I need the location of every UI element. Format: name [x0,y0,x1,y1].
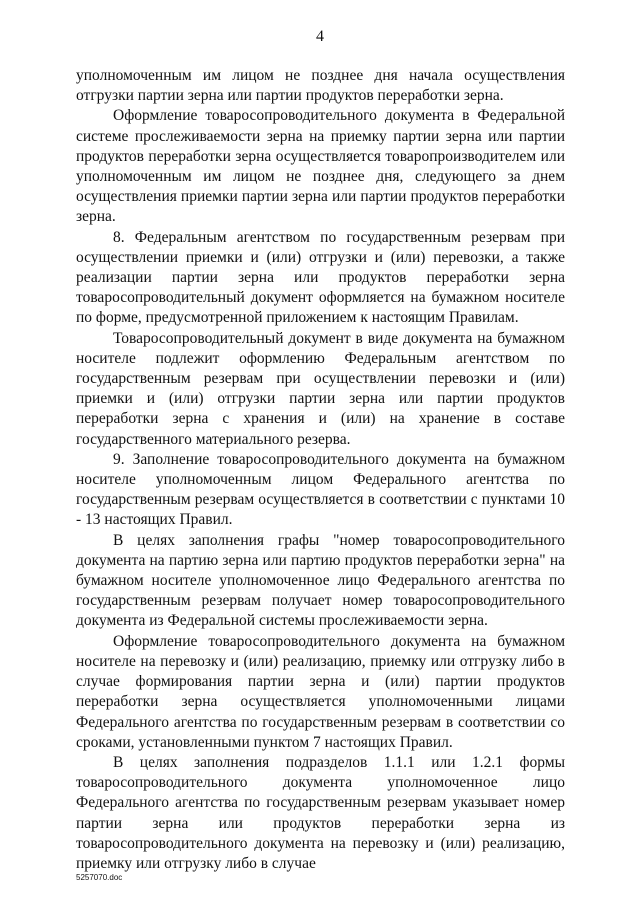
page-number: 4 [316,28,324,45]
paragraph: В целях заполнения графы "номер товаросопроводительного документа на партию зерна или партию продуктов переработки зерна" на бумажном носителе уполномоченное лицо Федерального агентства по государственным резервам получает номер товаросопроводительного документа из Федеральной системы прослеживаемости зерна. [76,531,565,630]
footer-document-code: 5257070.doc [76,873,123,882]
paragraph: В целях заполнения подразделов 1.1.1 или 1.2.1 формы товаросопроводительного документа уполномоченное лицо Федерального агентства по государственным резервам указывает номер партии зерна или продуктов переработки зерна из товаросопроводительного документа на перевозку и (или) реализацию, приемку или отгрузку либо в случае [76,753,565,872]
paragraph: уполномоченным им лицом не позднее дня начала осуществления отгрузки партии зерна или партии продуктов переработки зерна. [76,67,565,105]
paragraph: Оформление товаросопроводительного документа в Федеральной системе прослеживаемости зерна на приемку партии зерна или партии продуктов переработки зерна осуществляется товаропроизводителем или уполномоченным им лицом не позднее дня, следующего за днем осуществления приемки партии зерна или партии продуктов переработки зерна. [76,107,565,226]
paragraph: Товаросопроводительный документ в виде документа на бумажном носителе подлежит оформлению Федеральным агентством по государственным резервам при осуществлении перевозки и (или) приемки и (или) отгрузки партии зерна или партии продуктов переработки зерна с хранения и (или) на хранение в составе государственного материального резерва. [76,329,565,448]
paragraph: Оформление товаросопроводительного документа на бумажном носителе на перевозку и (или) реализацию, приемку или отгрузку либо в случае формирования партии зерна и (или) партии продуктов переработки зерна осуществляется уполномоченными лицами Федерального агентства по государственным резервам в соответствии со сроками, установленными пунктом 7 настоящих Правил. [76,632,565,751]
body-text [76,66,565,874]
paragraph: 9. Заполнение товаросопроводительного документа на бумажном носителе уполномоченным лицом Федерального агентства по государственным резервам осуществляется в соответствии с пунктами 10 - 13 настоящих Правил. [76,450,565,529]
paragraph: 8. Федеральным агентством по государственным резервам при осуществлении приемки и (или) отгрузки и (или) перевозки, а также реализации партии зерна или продуктов переработки зерна товаросопроводительный документ оформляется на бумажном носителе по форме, предусмотренной приложением к настоящим Правилам. [76,228,565,327]
